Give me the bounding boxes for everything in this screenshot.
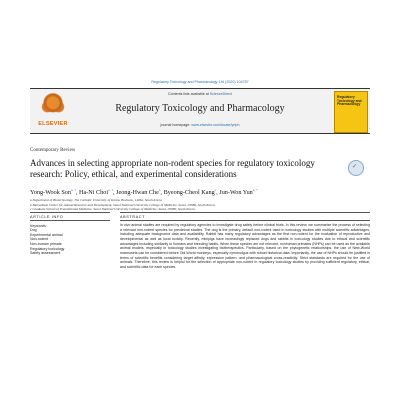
article-info-heading: ARTICLE INFO xyxy=(30,215,64,219)
journal-homepage xyxy=(30,123,370,127)
keyword[interactable]: Safety assessment xyxy=(30,251,61,256)
sciencedirect-link[interactable]: ScienceDirect xyxy=(209,92,232,96)
abstract-section xyxy=(120,215,370,270)
journal-citation[interactable]: Regulatory Toxicology and Pharmacology 116 (2020) 104757 xyxy=(151,80,249,84)
abstract-subrule xyxy=(120,220,370,221)
author[interactable]: Byeong-Cheol Kang$^c$ xyxy=(163,188,217,197)
affiliation: a Department of Biotechnology, The Catholic University of Korea, Bucheon, 14662, South Korea xyxy=(30,198,162,202)
keyword[interactable]: Regulatory toxicology xyxy=(30,246,65,251)
author-list: Yong-Wook Son$^{a, 1}$, Ha-Ni Choi$^{a, 1}$, Jeong-Hwan Che$^b$, Byeong-Cheol Kang$^c$, Jun-Won Yun$^{a, *}$ xyxy=(30,188,258,197)
keyword[interactable]: Non-rodent xyxy=(30,237,48,242)
abstract-rule xyxy=(120,212,370,213)
author[interactable]: Yong-Wook Son$^{a, 1}$ xyxy=(30,188,76,197)
article-info xyxy=(30,215,110,256)
author[interactable]: Jeong-Hwan Che$^b$ xyxy=(116,188,161,197)
affiliation: b Biomedical Center for Animal Resource and Development, Seoul National University College of Medicine, Seoul, 03080, South Korea xyxy=(30,202,215,207)
contents-prefix: Contents lists available at xyxy=(168,92,210,96)
contents-availability xyxy=(30,92,370,96)
article-info-rule xyxy=(30,212,110,213)
author[interactable]: Ha-Ni Choi$^{a, 1}$ xyxy=(79,188,113,197)
article-title: Advances in selecting appropriate non-rodent species for regulatory toxicology research: Policy, ethical, and experimental considerations xyxy=(30,158,315,179)
homepage-link[interactable]: www.elsevier.com/locate/yrtph xyxy=(191,123,240,127)
journal-title: Regulatory Toxicology and Pharmacology xyxy=(115,103,285,114)
homepage-prefix: journal homepage: xyxy=(160,123,192,127)
journal-header xyxy=(30,88,370,134)
keyword[interactable]: Non-human primate xyxy=(30,242,62,247)
article-page xyxy=(30,80,370,320)
check-for-updates-icon[interactable]: ✓ xyxy=(348,160,364,176)
keyword[interactable]: Experimental animal xyxy=(30,232,63,237)
affiliation: c Graduate School of Translational Medicine, Seoul National University College of Medicine, Seoul, 03080, South Korea xyxy=(30,207,195,212)
cover-title: Regulatory Toxicology and Pharmacology xyxy=(337,95,362,107)
article-type: Contemporary Review xyxy=(30,148,76,153)
elsevier-logo-text: ELSEVIER xyxy=(38,121,68,127)
keywords-heading: Keywords: xyxy=(30,224,47,228)
affiliations xyxy=(30,198,370,212)
author[interactable]: Jun-Won Yun$^{a, *}$ xyxy=(219,188,258,197)
abstract-heading: ABSTRACT xyxy=(120,215,146,219)
article-info-subrule xyxy=(30,220,110,221)
journal-cover-thumbnail[interactable] xyxy=(334,91,368,133)
abstract-text: In vivo animal studies are required by regulatory agencies to investigate drug safety before clinical trials. In this review, we summarize the process of selecting a relevant non-rodent species for preclinical studies. The dog is the primary, default non-rodent used in toxicology studies with multiple scientific advantages, including adequate background data and availability. Rabbit has many regulatory advantages as the first non-rodent for the evaluation of reproductive and developmental as well as local toxicity. Recently, minipigs have increasingly replaced dogs and rabbits in toxicology studies due to ethical and scientific advantages including similarity to humans and breeding habits. When these species are not relevant, nonhuman primates (NHPs) can be used as the available animal models, especially in toxicology studies investigating biotherapeutics. Particularly, based on the phylogenetic relationships, the use of New-World marmosets can be considered before Old-World monkeys, especially cynomolgus with robust historical data. Importantly, the use of NHPs should be justified in terms of scientific benefits considering target affinity, expression pattern, and pharmacological cross-reactivity. Strict standards are required for the use of animals. Therefore, this review is helpful for the selection of appropriate non-rodent in regulatory toxicology studies by providing sufficient regulatory, ethical, and scientific data for each species. xyxy=(120,223,370,270)
keyword[interactable]: Dog xyxy=(30,228,37,232)
